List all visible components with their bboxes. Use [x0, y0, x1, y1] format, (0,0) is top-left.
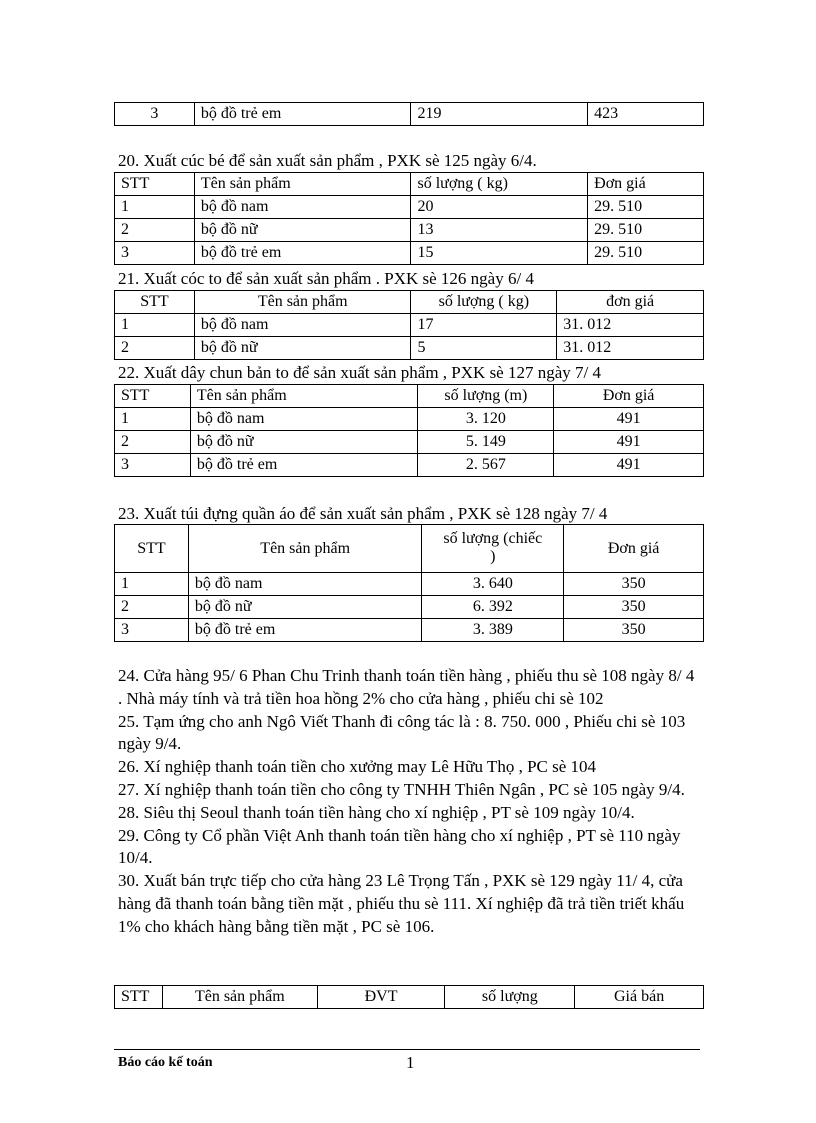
section-23-table: [114, 524, 704, 642]
table-cell: 2: [115, 219, 195, 242]
table-row: [115, 337, 704, 360]
column-header: Đơn giá: [588, 173, 704, 196]
paragraph-26: 26. Xí nghiệp thanh toán tiền cho xưởng may Lê Hữu Thọ , PC sè 104: [118, 757, 597, 777]
top-table: [114, 102, 704, 126]
table-cell: 29. 510: [588, 196, 704, 219]
table-cell: 3: [115, 619, 189, 642]
column-header: ĐVT: [317, 986, 445, 1009]
table-cell: bộ đồ nữ: [194, 337, 411, 360]
table-cell: 3. 389: [422, 619, 564, 642]
table-cell: bộ đồ trẻ em: [188, 619, 422, 642]
table-cell: 1: [115, 314, 195, 337]
column-header: Giá bán: [575, 986, 704, 1009]
table-cell: 3: [115, 242, 195, 265]
table-row: [115, 408, 704, 431]
section-22-table: [114, 384, 704, 477]
column-header: đơn giá: [557, 291, 704, 314]
table-row: [115, 219, 704, 242]
table-row: [115, 596, 704, 619]
table-cell: 29. 510: [588, 242, 704, 265]
paragraph-30: 30. Xuất bán trực tiếp cho cửa hàng 23 Lê Trọng Tấn , PXK sè 129 ngày 11/ 4, cửa hàng đã thanh toán bằng tiền mặt , phiếu thu sè 111. Xí nghiệp đã trả tiền triết khấu 1% cho khách hàng bằng tiền mặt , PC sè 106.: [118, 871, 685, 936]
table-header-row: [115, 986, 704, 1009]
table-cell: 350: [564, 619, 704, 642]
table-cell: 20: [411, 196, 588, 219]
table-cell: 5. 149: [418, 431, 554, 454]
table-cell: 2: [115, 596, 189, 619]
table-cell: 2: [115, 337, 195, 360]
table-cell: 219: [411, 103, 588, 126]
paragraph-27: 27. Xí nghiệp thanh toán tiền cho công ty TNHH Thiên Ngân , PC sè 105 ngày 9/4.: [118, 779, 685, 799]
table-cell: 3. 120: [418, 408, 554, 431]
column-header: Tên sản phẩm: [162, 986, 317, 1009]
column-header: Đơn giá: [564, 525, 704, 573]
table-cell: 29. 510: [588, 219, 704, 242]
table-header-row: [115, 291, 704, 314]
table-row: [115, 431, 704, 454]
table-cell: bộ đồ nữ: [190, 431, 418, 454]
column-header: số lượng: [445, 986, 575, 1009]
section-20-table: [114, 172, 704, 265]
paragraph-28: 28. Siêu thị Seoul thanh toán tiền hàng cho xí nghiệp , PT sè 109 ngày 10/4.: [118, 802, 635, 822]
table-cell: 491: [554, 454, 704, 477]
table-cell: 491: [554, 431, 704, 454]
table-header-row: [115, 525, 704, 573]
table-cell: 3: [115, 454, 191, 477]
footer-divider: [114, 1049, 700, 1050]
section-21-table: [114, 290, 704, 360]
table-cell: 491: [554, 408, 704, 431]
table-cell: 3. 640: [422, 573, 564, 596]
table-row: [115, 103, 704, 126]
column-header: số lượng ( kg): [411, 173, 588, 196]
table-header-row: [115, 173, 704, 196]
table-cell: bộ đồ nam: [188, 573, 422, 596]
table-row: [115, 196, 704, 219]
table-cell: 6. 392: [422, 596, 564, 619]
table-cell: 1: [115, 573, 189, 596]
table-cell: bộ đồ trẻ em: [190, 454, 418, 477]
table-cell: bộ đồ trẻ em: [194, 242, 411, 265]
column-header: STT: [115, 291, 195, 314]
column-header: Tên sản phẩm: [194, 173, 411, 196]
table-cell: 13: [411, 219, 588, 242]
table-cell: 350: [564, 573, 704, 596]
table-cell: 1: [115, 408, 191, 431]
column-header: Tên sản phẩm: [194, 291, 411, 314]
table-row: [115, 314, 704, 337]
section-22-heading: 22. Xuất dây chun bản to để sản xuất sản phẩm , PXK sè 127 ngày 7/ 4: [118, 363, 601, 382]
table-row: [115, 619, 704, 642]
page-number: 1: [406, 1053, 415, 1072]
table-cell: 2. 567: [418, 454, 554, 477]
table-cell: 17: [411, 314, 557, 337]
table-cell: 5: [411, 337, 557, 360]
column-header: số lượng (m): [418, 385, 554, 408]
section-30-table: [114, 985, 704, 1009]
section-20-heading: 20. Xuất cúc bé để sản xuất sản phẩm , PXK sè 125 ngày 6/4.: [118, 151, 537, 170]
table-cell: 15: [411, 242, 588, 265]
column-header: STT: [115, 525, 189, 573]
table-row: [115, 242, 704, 265]
column-header: Tên sản phẩm: [188, 525, 422, 573]
paragraph-24: 24. Cửa hàng 95/ 6 Phan Chu Trinh thanh toán tiền hàng , phiếu thu sè 108 ngày 8/ 4 . Nhà máy tính và trả tiền hoa hồng 2% cho cửa hàng , phiếu chi sè 102: [118, 666, 695, 708]
paragraph-29: 29. Công ty Cổ phần Việt Anh thanh toán tiền hàng cho xí nghiệp , PT sè 110 ngày 10/4.: [118, 825, 681, 868]
paragraph-block: [118, 665, 698, 939]
table-row: [115, 454, 704, 477]
column-header: Tên sản phẩm: [190, 385, 418, 408]
column-header: STT: [115, 173, 195, 196]
table-cell: bộ đồ nữ: [188, 596, 422, 619]
table-cell: bộ đồ trẻ em: [194, 103, 411, 126]
column-header: STT: [115, 986, 163, 1009]
table-cell: bộ đồ nam: [190, 408, 418, 431]
table-cell: bộ đồ nam: [194, 314, 411, 337]
column-header-line: số lượng (chiếc: [443, 530, 543, 547]
column-header-quantity: [422, 525, 564, 573]
table-cell: 31. 012: [557, 314, 704, 337]
table-header-row: [115, 385, 704, 408]
table-cell: bộ đồ nữ: [194, 219, 411, 242]
footer-title: Báo cáo kế toán: [118, 1055, 213, 1070]
column-header: số lượng ( kg): [411, 291, 557, 314]
table-cell: bộ đồ nam: [194, 196, 411, 219]
column-header: Đơn giá: [554, 385, 704, 408]
section-21-heading: 21. Xuất cóc to để sản xuất sản phẩm . PXK sè 126 ngày 6/ 4: [118, 269, 534, 288]
column-header: STT: [115, 385, 191, 408]
table-cell: 423: [588, 103, 704, 126]
table-cell: 2: [115, 431, 191, 454]
table-cell: 3: [115, 103, 195, 126]
table-cell: 350: [564, 596, 704, 619]
paragraph-25: 25. Tạm ứng cho anh Ngô Viết Thanh đi công tác là : 8. 750. 000 , Phiếu chi sè 103 ngày 9/4.: [118, 711, 686, 754]
table-row: [115, 573, 704, 596]
section-23-heading: 23. Xuất túi đựng quần áo để sản xuất sản phẩm , PXK sè 128 ngày 7/ 4: [118, 504, 608, 523]
column-header-line: ): [490, 548, 496, 565]
table-cell: 1: [115, 196, 195, 219]
table-cell: 31. 012: [557, 337, 704, 360]
